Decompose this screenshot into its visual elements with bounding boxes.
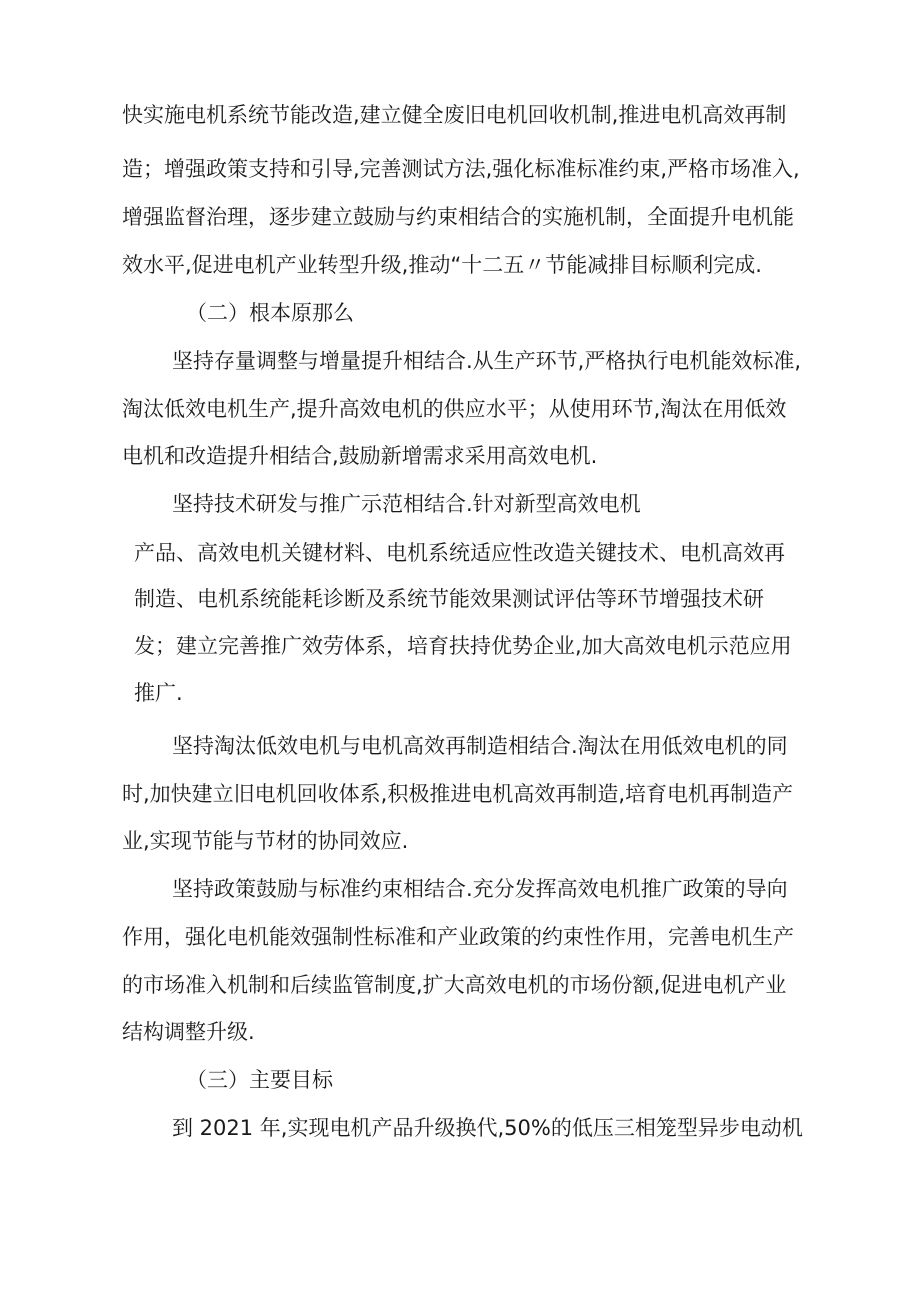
text-line: 坚持技术研发与推广示范相结合.针对新型高效电机 — [172, 492, 641, 516]
text-line: 到 2021 年,实现电机产品升级换代,50%的低压三相笼型异步电动机 — [172, 1116, 803, 1140]
text-line: 电机和改造提升相结合,鼓励新增需求采用高效电机. — [122, 444, 598, 468]
text-line: 淘汰低效电机生产,提升高效电机的供应水平；从使用环节,淘汰在用低效 — [122, 397, 787, 421]
text-line: 推广. — [134, 681, 183, 705]
text-line: 坚持淘汰低效电机与电机高效再制造相结合.淘汰在用低效电机的同 — [172, 734, 788, 758]
text-line: 业,实现节能与节材的协同效应. — [122, 829, 409, 853]
text-line: 作用，强化电机能效强制性标准和产业政策的约束性作用，完善电机生产 — [122, 925, 794, 949]
text-line: 制造、电机系统能耗诊断及系统节能效果测试评估等环节增强技术研 — [134, 587, 764, 611]
text-line: 产品、高效电机关键材料、电机系统适应性改造关键技术、电机高效再 — [134, 541, 785, 565]
text-line: 发；建立完善推广效劳体系，培育扶持优势企业,加大高效电机示范应用 — [134, 634, 792, 658]
text-line: 结构调整升级. — [122, 1020, 255, 1044]
text-line: 时,加快建立旧电机回收体系,积极推进电机高效再制造,培育电机再制造产 — [122, 782, 794, 806]
text-line: 快实施电机系统节能改造,建立健全废旧电机回收机制,推进电机高效再制 — [122, 103, 787, 127]
section-heading: （二）根本原那么 — [186, 301, 354, 325]
text-line: 效水平,促进电机产业转型升级,推动“十二五〃节能减排目标顺利完成. — [122, 253, 762, 277]
section-heading: （三）主要目标 — [186, 1068, 333, 1092]
text-line: 的市场准入机制和后续监管制度,扩大高效电机的市场份额,促进电机产业 — [122, 973, 787, 997]
text-line: 造；增强政策支持和引导,完善测试方法,强化标准标准约束,严格市场准入, — [122, 157, 800, 181]
text-line: 增强监督治理，逐步建立鼓励与约束相结合的实施机制，全面提升电机能 — [122, 205, 794, 229]
text-line: 坚持政策鼓励与标准约束相结合.充分发挥高效电机推广政策的导向 — [172, 877, 788, 901]
text-line: 坚持存量调整与增量提升相结合.从生产环节,严格执行电机能效标准, — [172, 349, 802, 373]
